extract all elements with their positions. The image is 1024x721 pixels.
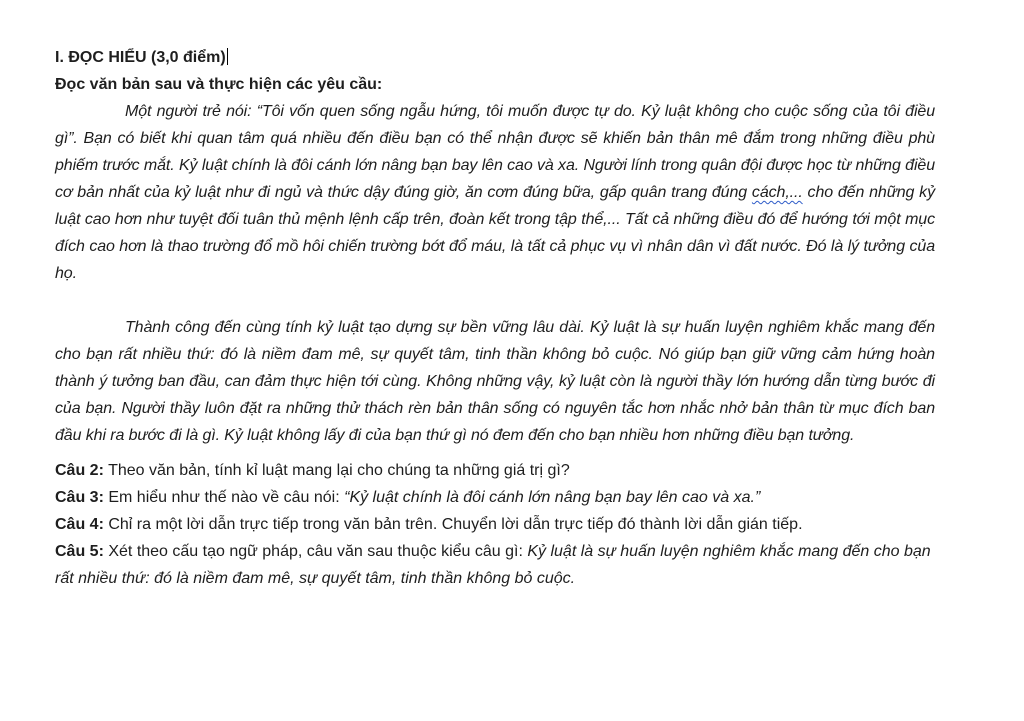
question-3 [55, 484, 935, 511]
question-quote: Kỷ luật là sự huấn luyện nghiêm khắc mang đến cho bạn rất nhiều thứ: đó là niềm đam mê, sự quyết tâm, tinh thần không bỏ cuộc. [55, 543, 931, 587]
question-5 [55, 538, 935, 592]
question-text: Chỉ ra một lời dẫn trực tiếp trong văn bản trên. Chuyển lời dẫn trực tiếp đó thành lời dẫn gián tiếp. [103, 516, 803, 533]
reading-paragraph-2: Thành công đến cùng tính kỷ luật tạo dựng sự bền vững lâu dài. Kỷ luật là sự huấn luyện nghiêm khắc mang đến cho bạn rất nhiều thứ: đó là niềm đam mê, sự quyết tâm, tinh thần không bỏ cuộc. Nó giúp bạn giữ vững cảm hứng hoàn thành ý tưởng ban đầu, can đảm thực hiện tới cùng. Không những vậy, kỷ luật còn là người thầy lớn hướng dẫn từng bước đi của bạn. Người thầy luôn đặt ra những thử thách rèn bản thân sống có nguyên tắc hơn nhắc nhở bản thân từ mục đích ban đầu khi ra bước đi là gì. Kỷ luật không lấy đi của bạn thứ gì nó đem đến cho bạn nhiều hơn những điều bạn tưởng. [55, 319, 935, 444]
reading-paragraph-1 [55, 98, 935, 287]
text-cursor [227, 48, 228, 65]
question-text: Em hiểu như thế nào về câu nói: [103, 489, 345, 506]
section-title-line[interactable] [55, 44, 935, 71]
instruction: Đọc văn bản sau và thực hiện các yêu cầu: [55, 76, 383, 93]
question-4 [55, 511, 935, 538]
document-page[interactable] [55, 44, 935, 592]
spellcheck-flagged-word[interactable]: cách,... [751, 184, 803, 201]
question-list [55, 457, 935, 592]
section-title: I. ĐỌC HIỂU (3,0 điểm) [55, 49, 226, 66]
question-quote: “Kỷ luật chính là đôi cánh lớn nâng bạn bay lên cao và xa.” [344, 489, 761, 506]
question-text: Theo văn bản, tính kỉ luật mang lại cho chúng ta những giá trị gì? [103, 462, 570, 479]
question-label: Câu 2: [55, 462, 104, 479]
paragraph-1-part-a: Một người trẻ nói: “Tôi vốn quen sống ngẫu hứng, tôi muốn được tự do. Kỷ luật không cho cuộc sống của tôi điều gì”. Bạn có biết khi quan tâm quá nhiều đến điều bạn có thể nhận được sẽ khiến bản thân mê đắm trong những điều phù phiếm trước mắt. Kỷ luật chính là đôi cánh lớn nâng bạn bay lên cao và xa. Người lính trong quân đội được học từ những điều cơ bản nhất của kỷ luật như đi ngủ và thức dậy đúng giờ, ăn cơm đúng bữa, gấp quân trang đúng [55, 103, 935, 201]
paragraph-1-part-b: cho đến những kỷ luật cao hơn như tuyệt đối tuân thủ mệnh lệnh cấp trên, đoàn kết trong tập thể,... Tất cả những điều đó để hướng tới một mục đích cao hơn là thao trường đổ mồ hôi chiến trường bớt đổ máu, là tất cả phục vụ vì nhân dân vì đất nước. Đó là lý tưởng của họ. [55, 184, 935, 282]
question-label: Câu 4: [55, 516, 104, 533]
question-label: Câu 3: [55, 489, 104, 506]
question-label: Câu 5: [55, 543, 104, 560]
question-text: Xét theo cấu tạo ngữ pháp, câu văn sau thuộc kiểu câu gì: [103, 543, 528, 560]
question-2 [55, 457, 935, 484]
